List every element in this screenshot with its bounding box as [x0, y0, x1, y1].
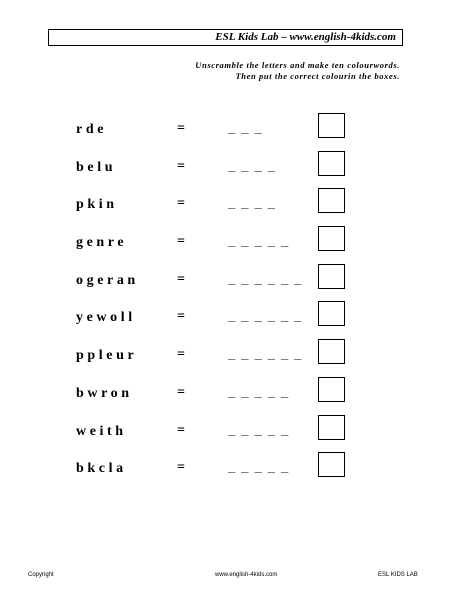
scrambled-word: bwron — [76, 385, 133, 401]
colour-box — [318, 264, 345, 289]
scrambled-word: rde — [76, 122, 108, 137]
answer-blanks: _ _ _ _ _ — [228, 459, 290, 475]
header-title: ESL Kids Lab – www.english-4kids.com — [215, 31, 396, 43]
exercise-row-5 — [0, 263, 464, 301]
equals-sign: = — [177, 234, 185, 250]
exercise-rows — [0, 112, 464, 489]
colour-box — [318, 339, 345, 364]
exercise-row-4 — [0, 225, 464, 263]
equals-sign: = — [177, 196, 185, 212]
footer-brand: ESL KIDS LAB — [378, 572, 418, 578]
instruction-line-1: Unscramble the letters and make ten colourwords. — [195, 60, 400, 70]
exercise-row-6 — [0, 300, 464, 338]
scrambled-word: yewoll — [76, 310, 136, 326]
exercise-row-8 — [0, 376, 464, 414]
equals-sign: = — [177, 158, 185, 174]
scrambled-word: genre — [76, 235, 128, 251]
equals-sign: = — [177, 121, 185, 136]
equals-sign: = — [177, 384, 185, 400]
equals-sign: = — [177, 309, 185, 325]
colour-box — [318, 151, 345, 176]
equals-sign: = — [177, 271, 185, 287]
exercise-row-3 — [0, 187, 464, 225]
answer-blanks: _ _ _ _ _ _ — [228, 308, 303, 324]
answer-blanks: _ _ _ _ — [228, 195, 277, 211]
scrambled-word: pkin — [76, 197, 118, 213]
colour-box — [318, 415, 345, 440]
scrambled-word: bkcla — [76, 461, 127, 477]
colour-box — [318, 113, 345, 138]
equals-sign: = — [177, 422, 185, 438]
equals-sign: = — [177, 347, 185, 363]
instruction-line-2: Then put the correct colourin the boxes. — [235, 71, 400, 81]
answer-blanks: _ _ _ _ _ _ — [228, 270, 303, 286]
exercise-row-2 — [0, 150, 464, 188]
footer-website: www.english-4kids.com — [215, 572, 278, 578]
exercise-row-1 — [0, 112, 464, 150]
colour-box — [318, 301, 345, 326]
equals-sign: = — [177, 460, 185, 476]
answer-blanks: _ _ _ _ _ — [228, 383, 290, 399]
exercise-row-9 — [0, 414, 464, 452]
answer-blanks: _ _ _ _ — [228, 157, 277, 173]
answer-blanks: _ _ _ _ _ — [228, 233, 290, 249]
colour-box — [318, 188, 345, 213]
scrambled-word: weith — [76, 423, 127, 439]
answer-blanks: _ _ _ — [228, 120, 263, 135]
scrambled-word: ppleur — [76, 348, 138, 364]
colour-box — [318, 226, 345, 251]
scrambled-word: ogeran — [76, 272, 139, 288]
scrambled-word: belu — [76, 159, 117, 175]
answer-blanks: _ _ _ _ _ — [228, 421, 290, 437]
exercise-row-7 — [0, 338, 464, 376]
colour-box — [318, 452, 345, 477]
instructions — [195, 60, 400, 82]
footer-copyright: Copyright — [28, 572, 54, 578]
colour-box — [318, 377, 345, 402]
header-box — [48, 29, 403, 46]
answer-blanks: _ _ _ _ _ _ — [228, 346, 303, 362]
exercise-row-10 — [0, 451, 464, 489]
